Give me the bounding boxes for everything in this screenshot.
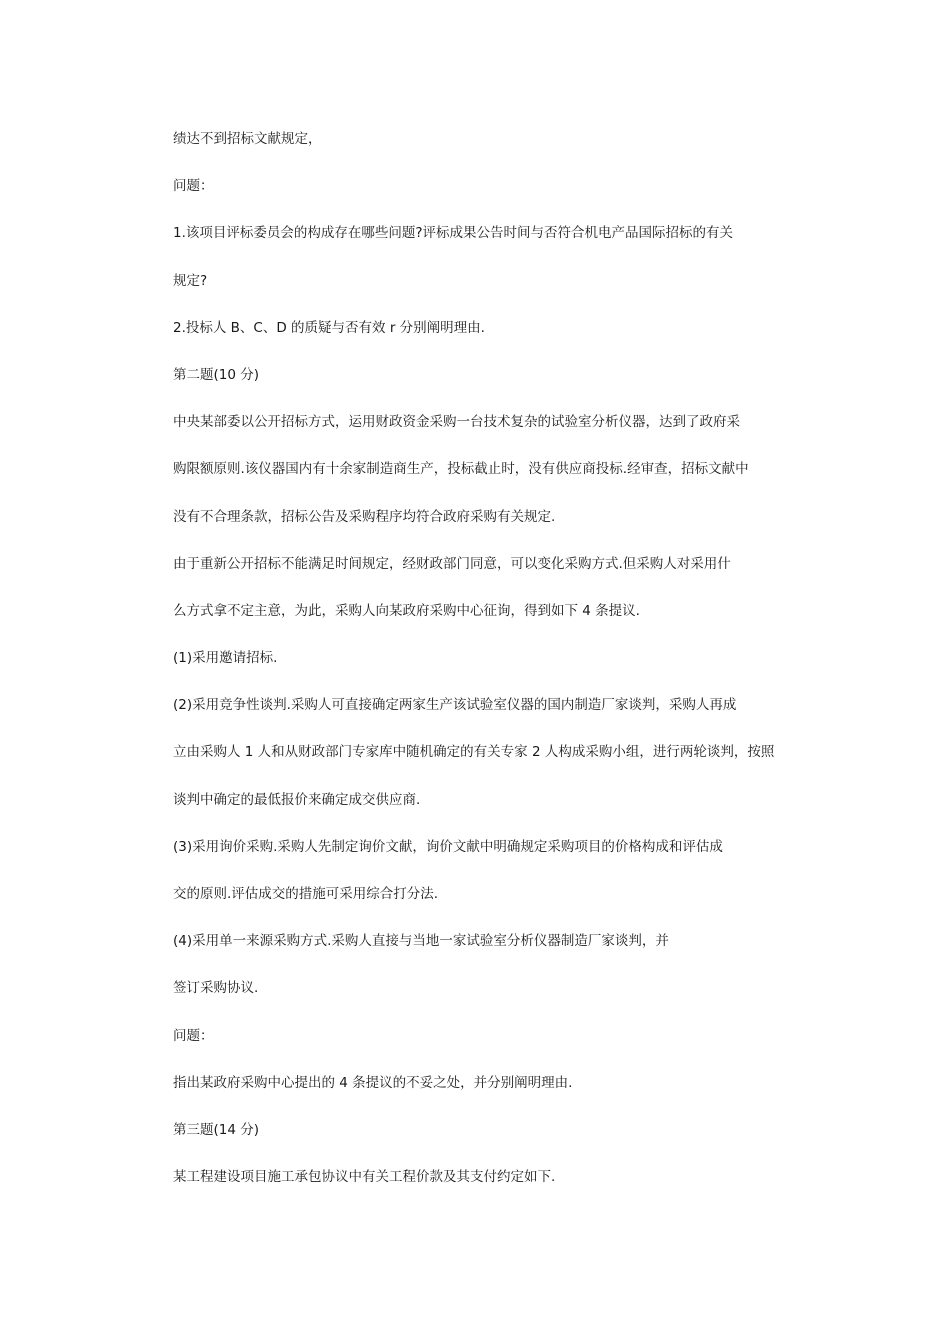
list-item: (3)采用询价采购.采购人先制定询价文献，询价文献中明确规定采购项目的价格构成和评估成 bbox=[173, 838, 723, 855]
paragraph-line: 购限额原则.该仪器国内有十余家制造商生产，投标截止时，没有供应商投标.经审查，招标文献中 bbox=[173, 461, 749, 478]
document-body bbox=[173, 128, 893, 1213]
paragraph-line: 签订采购协议. bbox=[173, 980, 259, 997]
paragraph-line: 谈判中确定的最低报价来确定成交供应商. bbox=[173, 791, 421, 808]
question-heading: 问题： bbox=[173, 178, 214, 195]
paragraph-line: 中央某部委以公开招标方式，运用财政资金采购一台技术复杂的试验室分析仪器，达到了政府采 bbox=[173, 414, 740, 431]
list-item: (1)采用邀请招标. bbox=[173, 650, 278, 667]
paragraph-line: 规定? bbox=[173, 272, 208, 289]
paragraph-line: 某工程建设项目施工承包协议中有关工程价款及其支付约定如下. bbox=[173, 1169, 556, 1186]
paragraph-line: 交的原则.评估成交的措施可采用综合打分法. bbox=[173, 886, 439, 902]
paragraph-line: 立由采购人 1 人和从财政部门专家库中随机确定的有关专家 2 人构成采购小组，进行两轮谈判，按照 bbox=[173, 744, 775, 761]
paragraph-line: 1.该项目评标委员会的构成存在哪些问题?评标成果公告时间与否符合机电产品国际招标的有关 bbox=[173, 225, 734, 242]
section-heading: 第三题(14 分) bbox=[173, 1121, 260, 1138]
list-item: (2)采用竞争性谈判.采购人可直接确定两家生产该试验室仪器的国内制造厂家谈判，采购人再成 bbox=[173, 697, 737, 714]
section-heading: 第二题(10 分) bbox=[173, 366, 260, 383]
paragraph-line: 绩达不到招标文献规定， bbox=[173, 131, 322, 147]
paragraph-line: 没有不合理条款，招标公告及采购程序均符合政府采购有关规定. bbox=[173, 508, 556, 525]
paragraph-line: 由于重新公开招标不能满足时间规定，经财政部门同意，可以变化采购方式.但采购人对采用什 bbox=[173, 555, 731, 572]
paragraph-line: 指出某政府采购中心提出的 4 条提议的不妥之处，并分别阐明理由. bbox=[173, 1074, 573, 1091]
question-heading: 问题： bbox=[173, 1027, 214, 1044]
list-item: (4)采用单一来源采购方式.采购人直接与当地一家试验室分析仪器制造厂家谈判，并 bbox=[173, 933, 669, 950]
paragraph-line: 2.投标人 B、C、D 的质疑与否有效 r 分别阐明理由. bbox=[173, 319, 485, 336]
paragraph-line: 么方式拿不定主意，为此，采购人向某政府采购中心征询，得到如下 4 条提议. bbox=[173, 602, 640, 619]
